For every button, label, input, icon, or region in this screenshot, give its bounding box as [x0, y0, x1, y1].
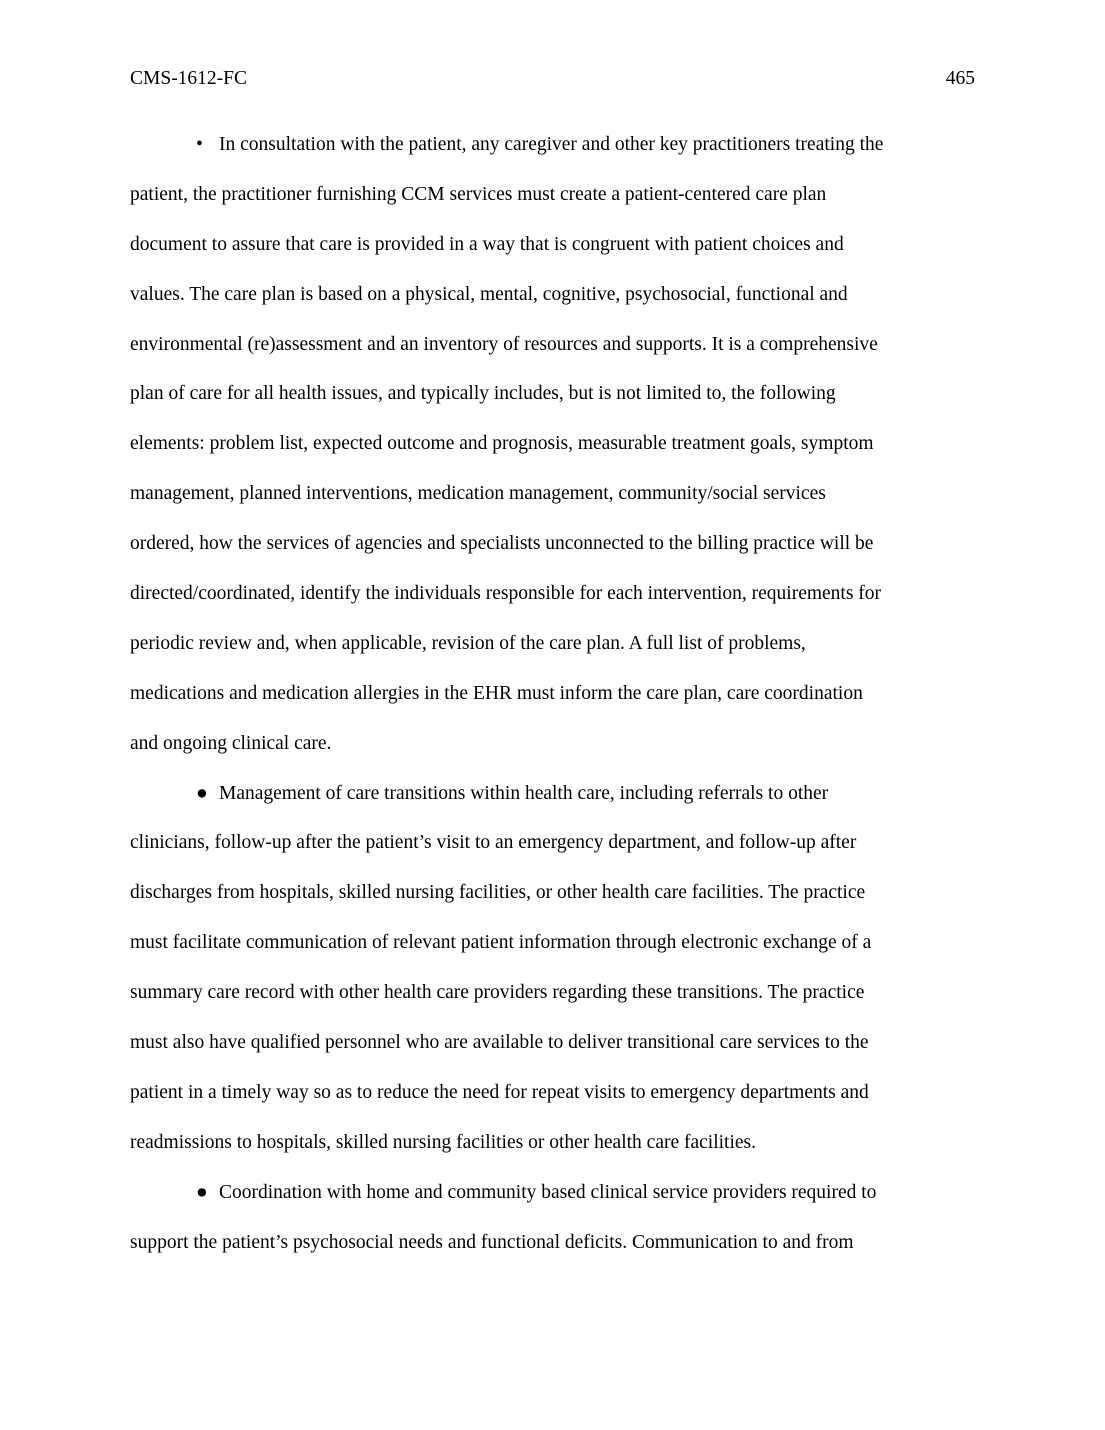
text-line: support the patient’s psychosocial needs and functional deficits. Communication to and from — [130, 1231, 854, 1253]
text-line: discharges from hospitals, skilled nursing facilities, or other health care facilities. The practice — [130, 882, 866, 904]
text-line: values. The care plan is based on a physical, mental, cognitive, psychosocial, functional and — [130, 283, 848, 305]
text-line: periodic review and, when applicable, revision of the care plan. A full list of problems, — [130, 632, 806, 654]
text-line: directed/coordinated, identify the individuals responsible for each intervention, requirements for — [130, 583, 882, 605]
text-line: document to assure that care is provided in a way that is congruent with patient choices and — [130, 233, 844, 255]
text-line: environmental (re)assessment and an inventory of resources and supports. It is a comprehensive — [130, 333, 878, 355]
text-line: Coordination with home and community based clinical service providers required to — [219, 1181, 877, 1203]
text-line: patient, the practitioner furnishing CCM services must create a patient-centered care plan — [130, 183, 827, 205]
document-body — [130, 120, 975, 1267]
text-line: patient in a timely way so as to reduce the need for repeat visits to emergency departments and — [130, 1081, 869, 1103]
text-line: medications and medication allergies in the EHR must inform the care plan, care coordination — [130, 682, 863, 704]
text-line: must facilitate communication of relevant patient information through electronic exchange of a — [130, 932, 872, 954]
text-line: plan of care for all health issues, and typically includes, but is not limited to, the following — [130, 383, 836, 405]
bullet-paragraph-first-line — [130, 769, 975, 819]
bullet-marker: ● — [196, 1181, 208, 1203]
text-line: and ongoing clinical care. — [130, 732, 332, 754]
document-id: CMS-1612-FC — [130, 68, 248, 89]
text-line: elements: problem list, expected outcome and prognosis, measurable treatment goals, symptom — [130, 433, 874, 455]
text-line: Management of care transitions within health care, including referrals to other — [219, 782, 829, 804]
bullet-marker: ● — [196, 782, 208, 804]
page-header — [130, 66, 975, 92]
text-line: In consultation with the patient, any caregiver and other key practitioners treating the — [219, 134, 884, 155]
page-number: 465 — [945, 68, 975, 89]
text-line: ordered, how the services of agencies and specialists unconnected to the billing practice will be — [130, 533, 874, 555]
bullet-paragraph-first-line — [130, 1168, 975, 1218]
bullet-paragraph-first-line — [130, 120, 975, 170]
text-line: clinicians, follow-up after the patient’s visit to an emergency department, and follow-up after — [130, 832, 857, 854]
text-line: summary care record with other health care providers regarding these transitions. The practice — [130, 982, 865, 1004]
text-line: readmissions to hospitals, skilled nursing facilities or other health care facilities. — [130, 1131, 757, 1153]
text-line: management, planned interventions, medication management, community/social services — [130, 483, 826, 505]
bullet-marker: • — [196, 134, 203, 155]
text-line: must also have qualified personnel who are available to deliver transitional care services to the — [130, 1032, 869, 1054]
